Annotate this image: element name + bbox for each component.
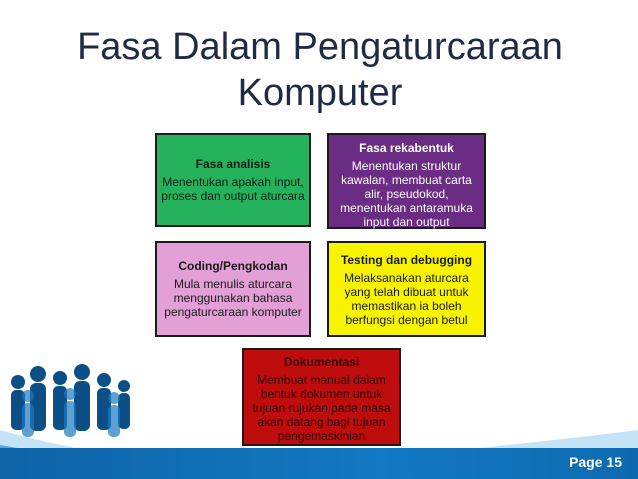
box-line: proses dan output aturcara: [161, 189, 305, 203]
title-line-2: Komputer: [237, 72, 403, 114]
box-line: akan datang bagi tujuan: [257, 415, 386, 429]
box-heading: Dokumentasi: [283, 355, 360, 369]
title-line-1: Fasa Dalam Pengaturcaraan: [77, 26, 563, 68]
box-line: Menentukan struktur: [351, 159, 462, 173]
box-heading: Fasa analisis: [195, 157, 271, 171]
box-fasa-rekabentuk: [327, 133, 486, 229]
box-testing-debugging: [327, 241, 486, 337]
page-title: [40, 24, 600, 116]
box-coding-pengkodan: [155, 241, 311, 337]
box-line: pengemaskinian: [277, 429, 366, 443]
box-line: pengaturcaraan komputer: [164, 305, 302, 319]
box-line: berfungsi dengan betul: [345, 313, 468, 327]
box-line: Membuat manual dalam: [257, 373, 386, 387]
box-line: Mula menulis aturcara: [173, 277, 293, 291]
page-number: Page 15: [569, 454, 622, 470]
box-line: menentukan antaramuka: [340, 201, 473, 215]
box-line: Menentukan apakah input,: [162, 175, 304, 189]
box-line: yang telah dibuat untuk: [344, 285, 469, 299]
box-line: kawalan, membuat carta: [341, 173, 472, 187]
box-line: input dan output: [363, 215, 450, 229]
box-fasa-analisis: [155, 133, 311, 227]
box-line: bentuk dokumen untuk: [260, 387, 383, 401]
box-heading: Fasa rekabentuk: [359, 141, 454, 155]
box-line: memastikan ia boleh: [351, 299, 462, 313]
box-line: tujuan rujukan pada masa: [252, 401, 391, 415]
crowd-silhouette-icon: [0, 352, 140, 462]
box-heading: Coding/Pengkodan: [178, 259, 288, 273]
box-line: menggunakan bahasa: [173, 291, 293, 305]
box-line: alir, pseudokod,: [364, 187, 449, 201]
box-heading: Testing dan debugging: [340, 253, 473, 267]
box-line: Melaksanakan aturcara: [344, 271, 469, 285]
